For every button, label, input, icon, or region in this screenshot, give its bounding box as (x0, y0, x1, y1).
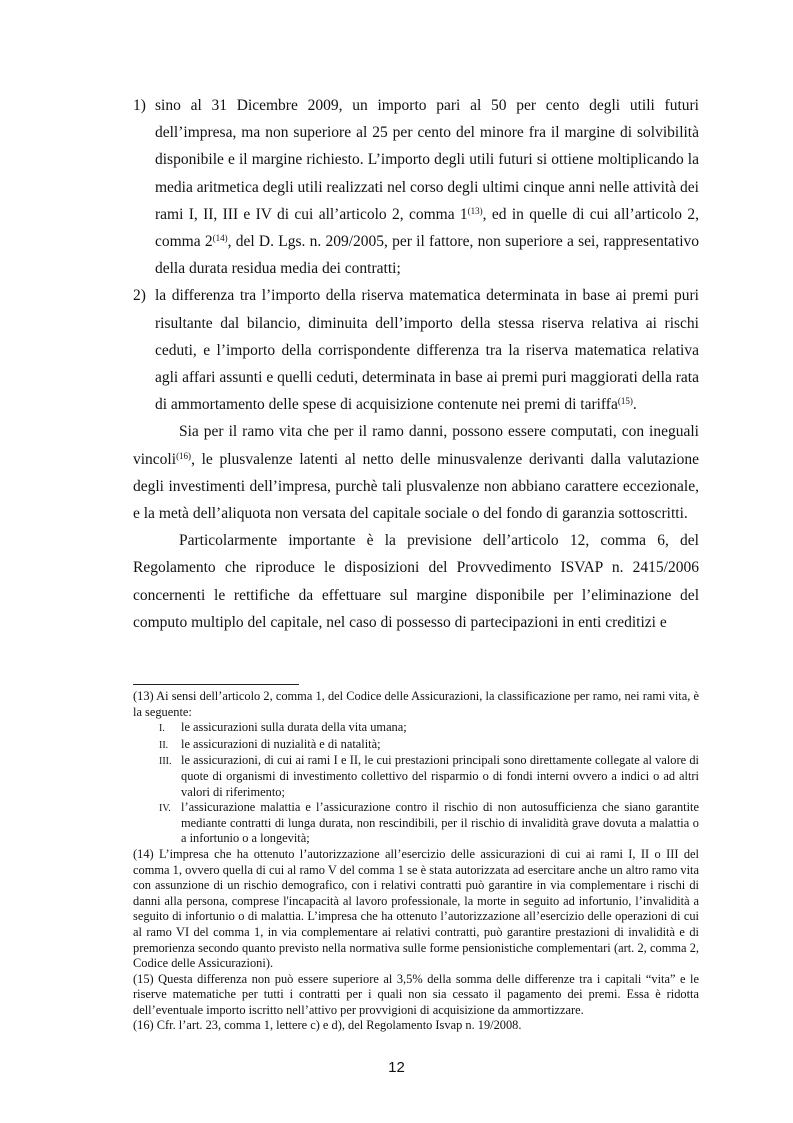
roman-numeral: II. (159, 739, 169, 751)
footnote-list-text: l’assicurazione malattia e l’assicurazione contro il rischio di non autosufficienza che siano garantite mediante contratti di lunga durata, non rescindibili, per il rischio di invalidità grave dovuta a malattia o a infortunio o a longevità; (181, 800, 699, 846)
list-item-text: sino al 31 Dicembre 2009, un importo pari al 50 per cento degli utili futuri dell’impresa, ma non superiore al 25 per cento del minore fra il margine di solvibilità disponibile e il margine richiesto. L’importo degli utili futuri si ottiene moltiplicando la media aritmetica degli utili realizzati nel corso degli ultimi cinque anni nelle attività dei rami I, II, III e IV di cui all’articolo 2, comma 1$^{(13)}$, ed in quelle di cui all’articolo 2, comma 2$^{(14)}$, del D. Lgs. n. 209/2005, per il fattore, non superiore a sei, rappresentativo della durata residua media dei contratti; (155, 97, 700, 278)
paragraph: Sia per il ramo vita che per il ramo danni, possono essere computati, con ineguali vincoli$^{(16)}$, le plusvalenze latenti al netto delle minusvalenze derivanti dalla valutazione degli investimenti dell’impresa, purchè tali plusvalenze non abbiano carattere eccezionale, e la metà dell’aliquota non versata del capitale sociale o del fondo di garanzia sottoscritti. (133, 423, 699, 523)
list-item (133, 92, 699, 282)
footnote-list-item (133, 737, 699, 754)
footnote-list-item (133, 753, 699, 800)
footnote-separator (133, 684, 299, 685)
list-item-text: la differenza tra l’importo della riserva matematica determinata in base ai premi puri risultante dal bilancio, diminuita dell’importo della stessa riserva relativa ai rischi ceduti, e l’importo della corrispondente differenza tra la riserva matematica relativa agli affari assunti e quelli ceduti, determinata in base ai premi puri maggiorati della rata di ammortamento delle spese di acquisizione contenute nei premi di tariffa$^{(15)}$. (155, 287, 699, 414)
footnote-ref-14[interactable]: (14) (212, 233, 228, 244)
page-number: 12 (388, 1059, 405, 1076)
roman-numeral: III. (159, 756, 172, 768)
list-item-label: 1) (133, 97, 146, 114)
footnote-13-list (133, 720, 699, 847)
footnote-list-text: le assicurazioni, di cui ai rami I e II, le cui prestazioni principali sono direttamente collegate al valore di quote di organismi di investimento collettivo del risparmio o di fondi interni ovvero a indici o ad altri valori di riferimento; (181, 753, 699, 799)
roman-numeral: IV. (159, 803, 171, 815)
list-item-label: 2) (133, 287, 146, 305)
footnotes (133, 689, 699, 1034)
roman-numeral: I. (159, 723, 165, 735)
body-text (133, 92, 699, 636)
footnote-ref-15[interactable]: (15) (617, 396, 633, 407)
footnote-15: (15) Questa differenza non può essere superiore al 3,5% della somma delle differenze tra i capitali “vita” e le riserve matematiche per tutti i contratti per i quali non sia cessato il pagamento dei premi. Essa è ridotta dell’eventuale importo iscritto nell’attivo per provvigioni di acquisizione da ammortizzare. (133, 971, 699, 1017)
list-item (133, 282, 699, 418)
paragraph: Particolarmente importante è la previsione dell’articolo 12, comma 6, del Regolamento che riproduce le disposizioni del Provvedimento ISVAP n. 2415/2006 concernenti le rettifiche da effettuare sul margine disponibile per l’eliminazione del computo multiplo del capitale, nel caso di possesso di partecipazioni in enti creditizi e (133, 532, 699, 631)
footnote-13: (13) Ai sensi dell’articolo 2, comma 1, del Codice delle Assicurazioni, la classificazione per ramo, nei rami vita, è la seguente: (133, 689, 699, 719)
footnote-list-text: le assicurazioni sulla durata della vita umana; (181, 720, 407, 735)
footnote-list-text: le assicurazioni di nuzialità e di natalità; (181, 736, 381, 751)
footnote-ref-16[interactable]: (16) (176, 450, 192, 461)
footnote-14: (14) L’impresa che ha ottenuto l’autorizzazione all’esercizio delle assicurazioni di cui ai rami I, II o III del comma 1, ovvero quella di cui al ramo V del comma 1 se è stata autorizzata ad esercitare anche un altro ramo vita con assunzione di un rischio demografico, con i relativi contratti può garantire in via complementare i rischi di danni alla persona, comprese l'incapacità al lavoro professionale, la morte in seguito ad infortunio, l’invalidità a seguito di infortunio o di malattia. L’impresa che ha ottenuto l’autorizzazione all’esercizio delle operazioni di cui al ramo VI del comma 1, in via complementare ai relativi contratti, può garantire prestazioni di invalidità e di premorienza secondo quanto previsto nella normativa sulle forme pensionistiche complementari (art. 2, comma 2, Codice delle Assicurazioni). (133, 846, 699, 971)
footnote-16: (16) Cfr. l’art. 23, comma 1, lettere c) e d), del Regolamento Isvap n. 19/2008. (133, 1018, 522, 1033)
footnote-ref-13[interactable]: (13) (467, 205, 483, 216)
footnote-list-item (133, 720, 699, 737)
footnote-list-item (133, 800, 699, 847)
